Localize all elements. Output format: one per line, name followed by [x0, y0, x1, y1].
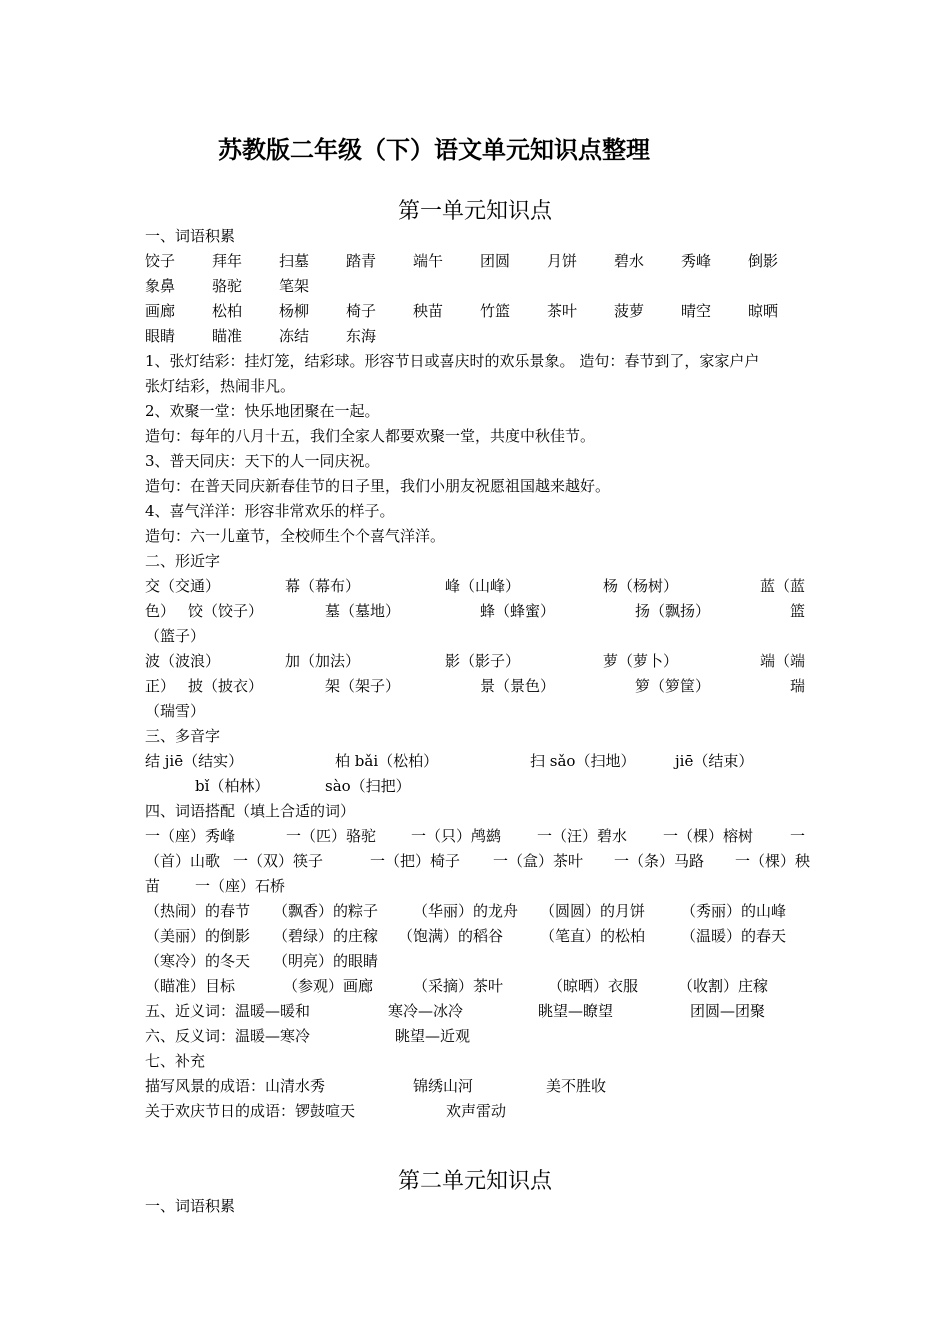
similar-item: 正） — [145, 677, 176, 695]
matching-row-1 — [145, 824, 810, 849]
antonyms-row — [145, 1024, 810, 1049]
supplement-item: 欢声雷动 — [446, 1102, 507, 1120]
unit2-heading: 第二单元知识点 — [397, 1169, 552, 1194]
polyphonic-row-2 — [145, 774, 810, 799]
vocab-word: 端午 — [413, 252, 444, 270]
similar-item: 峰（山峰） — [445, 577, 521, 595]
matching-item: （首）山歌 — [145, 852, 221, 870]
matching-row-3 — [145, 874, 810, 899]
vocab-word: 冻结 — [279, 327, 310, 345]
unit1-section-similar: 二、形近字 — [145, 552, 221, 570]
antonym-item: 眺望—近观 — [395, 1027, 471, 1045]
vocab-word: 拜年 — [212, 252, 243, 270]
matching-item: 一（双）筷子 — [233, 852, 324, 870]
vocab-word: 瞄准 — [212, 327, 243, 345]
matching-item: 一 — [790, 827, 806, 845]
vocab-word: 扫墓 — [279, 252, 310, 270]
vocab-word: 松柏 — [212, 302, 243, 320]
vocab-word: 菠萝 — [614, 302, 645, 320]
matching-item: （热闹）的春节 — [145, 902, 251, 920]
antonym-item: 六、反义词：温暖—寒冷 — [145, 1027, 311, 1045]
similar-item: 扬（飘扬） — [635, 602, 711, 620]
matching-item: （飘香）的粽子 — [273, 902, 379, 920]
similar-item: （篮子） — [145, 627, 206, 645]
similar-item: 色） — [145, 602, 176, 620]
similar-item: 影（影子） — [445, 652, 521, 670]
matching-item: （寒冷）的冬天 — [145, 952, 251, 970]
matching-item: （秀丽）的山峰 — [681, 902, 787, 920]
similar-item: 波（波浪） — [145, 652, 221, 670]
matching-item: （碧绿）的庄稼 — [273, 927, 379, 945]
synonym-item: 团圆—团聚 — [690, 1002, 766, 1020]
supplement-item: 关于欢庆节日的成语：锣鼓喧天 — [145, 1102, 356, 1120]
similar-row-6 — [145, 699, 810, 724]
matching-row-4 — [145, 899, 810, 924]
polyphonic-item: bǐ（柏林） — [195, 777, 270, 795]
similar-item: 瑞 — [790, 677, 806, 695]
matching-item: （饱满）的稻谷 — [398, 927, 504, 945]
vocab-word: 倒影 — [748, 252, 779, 270]
vocab-word: 晾晒 — [748, 302, 779, 320]
vocab-word: 饺子 — [145, 252, 176, 270]
synonyms-row — [145, 999, 810, 1024]
matching-item: （圆圆）的月饼 — [540, 902, 646, 920]
vocab-word: 东海 — [346, 327, 377, 345]
matching-item: 一（棵）榕树 — [663, 827, 754, 845]
unit1-section-matching: 四、词语搭配（填上合适的词） — [145, 802, 356, 820]
vocab-word: 晴空 — [681, 302, 712, 320]
vocab-word: 月饼 — [547, 252, 578, 270]
vocab-word: 眼睛 — [145, 327, 176, 345]
similar-item: 饺（饺子） — [188, 602, 264, 620]
matching-item: （华丽）的龙舟 — [413, 902, 519, 920]
similar-item: 披（披衣） — [188, 677, 264, 695]
matching-item: （笔直）的松柏 — [540, 927, 646, 945]
supplement-item: 美不胜收 — [546, 1077, 607, 1095]
unit2-section-vocab: 一、词语积累 — [145, 1197, 236, 1215]
unit1-heading: 第一单元知识点 — [397, 199, 552, 224]
matching-item: （温暖）的春天 — [681, 927, 787, 945]
matching-item: （美丽）的倒影 — [145, 927, 251, 945]
vocab-word: 象鼻 — [145, 277, 176, 295]
similar-row-2 — [145, 599, 810, 624]
matching-item: （采摘）茶叶 — [413, 977, 504, 995]
polyphonic-item: 结 jiē（结实） — [145, 752, 244, 770]
polyphonic-item: jiē（结束） — [675, 752, 754, 770]
synonym-item: 五、近义词：温暖—暖和 — [145, 1002, 311, 1020]
matching-item: （明亮）的眼睛 — [273, 952, 379, 970]
polyphonic-item: 柏 bǎi（松柏） — [335, 752, 439, 770]
idiom-line: 张灯结彩，热闹非凡。 — [145, 377, 296, 395]
similar-item: 蓝（蓝 — [760, 577, 806, 595]
vocab-word: 椅子 — [346, 302, 377, 320]
matching-item: 一（把）椅子 — [370, 852, 461, 870]
matching-item: （晾晒）衣服 — [548, 977, 639, 995]
similar-item: （瑞雪） — [145, 702, 206, 720]
similar-row-3 — [145, 624, 810, 649]
synonym-item: 寒冷—冰冷 — [388, 1002, 464, 1020]
vocab-row-4 — [145, 324, 810, 349]
matching-item: 一（座）秀峰 — [145, 827, 236, 845]
matching-row-6 — [145, 949, 810, 974]
similar-item: 杨（杨树） — [603, 577, 679, 595]
matching-item: 一（棵）秧 — [735, 852, 811, 870]
supplement-row-1 — [145, 1074, 810, 1099]
vocab-row-1 — [145, 249, 810, 274]
vocab-word: 碧水 — [614, 252, 645, 270]
matching-item: 苗 — [145, 877, 161, 895]
vocab-word: 踏青 — [346, 252, 377, 270]
vocab-word: 画廊 — [145, 302, 176, 320]
synonym-item: 眺望—瞭望 — [538, 1002, 614, 1020]
similar-item: 交（交通） — [145, 577, 221, 595]
matching-row-7 — [145, 974, 810, 999]
matching-row-2 — [145, 849, 810, 874]
similar-item: 箩（箩筐） — [635, 677, 711, 695]
vocab-word: 笔架 — [279, 277, 310, 295]
matching-item: （参观）画廊 — [283, 977, 374, 995]
idiom-line: 4、喜气洋洋：形容非常欢乐的样子。 — [145, 502, 395, 520]
vocab-word: 团圆 — [480, 252, 511, 270]
matching-row-5 — [145, 924, 810, 949]
matching-item: 一（匹）骆驼 — [286, 827, 377, 845]
matching-item: 一（条）马路 — [614, 852, 705, 870]
idiom-line: 造句：在普天同庆新春佳节的日子里，我们小朋友祝愿祖国越来越好。 — [145, 477, 611, 495]
matching-item: （瞄准）目标 — [145, 977, 236, 995]
similar-item: 端（端 — [760, 652, 806, 670]
matching-item: 一（盒）茶叶 — [493, 852, 584, 870]
unit1-section-vocab: 一、词语积累 — [145, 227, 236, 245]
vocab-word: 杨柳 — [279, 302, 310, 320]
idiom-line: 造句：六一儿童节，全校师生个个喜气洋洋。 — [145, 527, 446, 545]
idiom-line: 1、张灯结彩：挂灯笼，结彩球。形容节日或喜庆时的欢乐景象。 造句：春节到了，家家户户 — [145, 352, 760, 370]
idiom-line: 2、欢聚一堂：快乐地团聚在一起。 — [145, 402, 380, 420]
supplement-row-2 — [145, 1099, 810, 1124]
vocab-word: 秧苗 — [413, 302, 444, 320]
similar-item: 加（加法） — [285, 652, 361, 670]
idiom-line: 3、普天同庆：天下的人一同庆祝。 — [145, 452, 380, 470]
polyphonic-item: sào（扫把） — [325, 777, 411, 795]
matching-item: （收割）庄稼 — [678, 977, 769, 995]
similar-item: 幕（幕布） — [285, 577, 361, 595]
matching-item: 一（只）鸬鹚 — [411, 827, 502, 845]
document-title: 苏教版二年级（下）语文单元知识点整理 — [218, 135, 650, 164]
idiom-line: 造句：每年的八月十五，我们全家人都要欢聚一堂，共度中秋佳节。 — [145, 427, 596, 445]
similar-item: 萝（萝卜） — [603, 652, 679, 670]
polyphonic-item: 扫 sǎo（扫地） — [530, 752, 636, 770]
vocab-word: 茶叶 — [547, 302, 578, 320]
similar-item: 墓（墓地） — [325, 602, 401, 620]
similar-row-1 — [145, 574, 810, 599]
unit1-section-polyphonic: 三、多音字 — [145, 727, 221, 745]
similar-item: 蜂（蜂蜜） — [480, 602, 556, 620]
unit1-section-supplement: 七、补充 — [145, 1052, 206, 1070]
supplement-item: 描写风景的成语：山清水秀 — [145, 1077, 326, 1095]
vocab-row-2 — [145, 274, 810, 299]
polyphonic-row-1 — [145, 749, 810, 774]
similar-item: 篮 — [790, 602, 806, 620]
matching-item: 一（座）石桥 — [195, 877, 286, 895]
vocab-word: 秀峰 — [681, 252, 712, 270]
vocab-row-3 — [145, 299, 810, 324]
vocab-word: 竹篮 — [480, 302, 511, 320]
similar-item: 架（架子） — [325, 677, 401, 695]
similar-row-5 — [145, 674, 810, 699]
matching-item: 一（汪）碧水 — [537, 827, 628, 845]
vocab-word: 骆驼 — [212, 277, 243, 295]
similar-item: 景（景色） — [480, 677, 556, 695]
similar-row-4 — [145, 649, 810, 674]
supplement-item: 锦绣山河 — [413, 1077, 474, 1095]
